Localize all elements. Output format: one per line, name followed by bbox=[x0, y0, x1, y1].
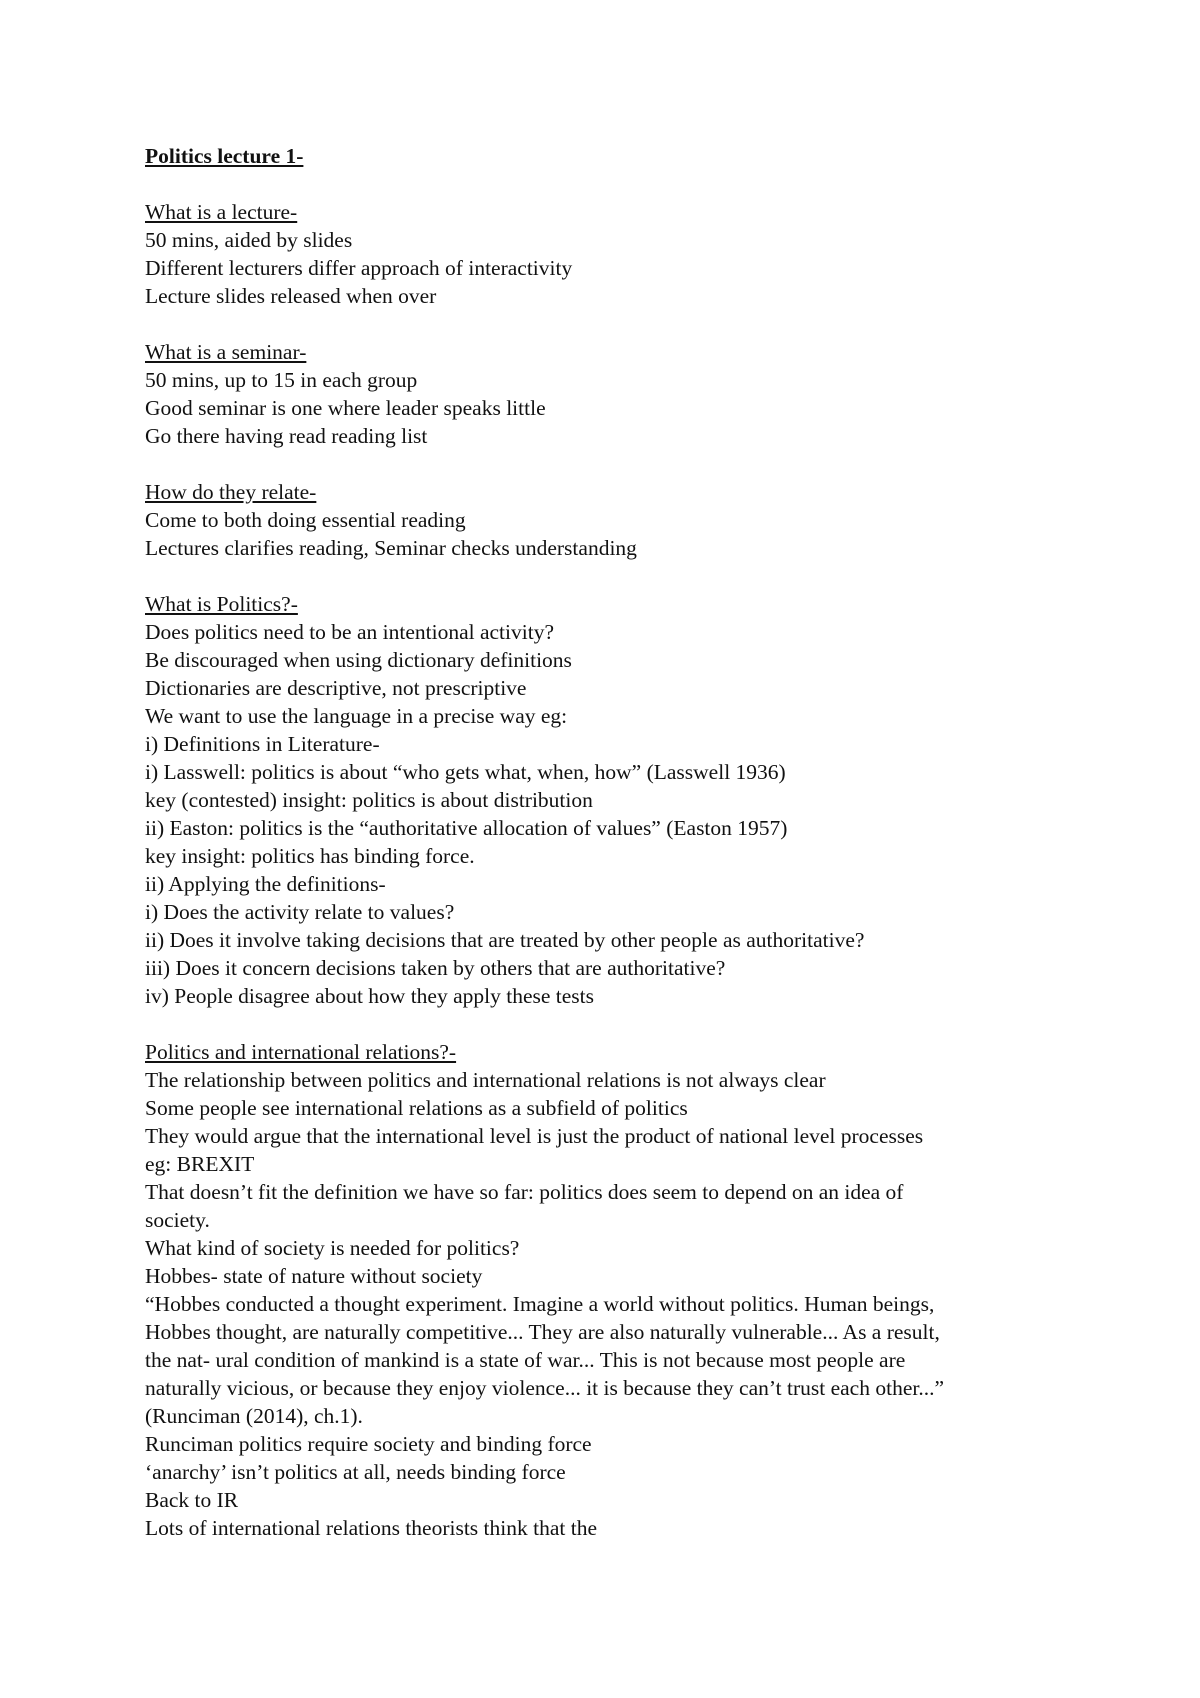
text-line: 50 mins, aided by slides bbox=[145, 228, 353, 252]
section-ir bbox=[145, 1038, 1105, 1542]
text-line: Hobbes thought, are naturally competitive... They are also naturally vulnerable... As a result, bbox=[145, 1320, 940, 1344]
section-seminar bbox=[145, 338, 1105, 450]
text-line: Lots of international relations theorists think that the bbox=[145, 1516, 598, 1540]
section-heading: How do they relate- bbox=[145, 480, 317, 504]
text-line: 50 mins, up to 15 in each group bbox=[145, 368, 418, 392]
text-line: Some people see international relations as a subfield of politics bbox=[145, 1096, 688, 1120]
text-line: iii) Does it concern decisions taken by others that are authoritative? bbox=[145, 956, 726, 980]
text-line: The relationship between politics and international relations is not always clear bbox=[145, 1068, 826, 1092]
section-politics bbox=[145, 590, 1105, 1010]
text-line: naturally vicious, or because they enjoy violence... it is because they can’t trust each other...” bbox=[145, 1376, 945, 1400]
text-line: ii) Easton: politics is the “authoritative allocation of values” (Easton 1957) bbox=[145, 816, 788, 840]
text-line: Dictionaries are descriptive, not prescriptive bbox=[145, 676, 527, 700]
section-lecture bbox=[145, 198, 1105, 310]
text-line: the nat- ural condition of mankind is a state of war... This is not because most people are bbox=[145, 1348, 906, 1372]
text-line: We want to use the language in a precise way eg: bbox=[145, 704, 568, 728]
document-title: Politics lecture 1- bbox=[145, 144, 304, 168]
section-heading: What is Politics?- bbox=[145, 592, 298, 616]
text-line: Different lecturers differ approach of interactivity bbox=[145, 256, 573, 280]
text-line: Be discouraged when using dictionary definitions bbox=[145, 648, 572, 672]
text-line: Good seminar is one where leader speaks little bbox=[145, 396, 546, 420]
text-line: i) Lasswell: politics is about “who gets what, when, how” (Lasswell 1936) bbox=[145, 760, 786, 784]
text-line: society. bbox=[145, 1208, 210, 1232]
text-line: ‘anarchy’ isn’t politics at all, needs binding force bbox=[145, 1460, 566, 1484]
text-line: ii) Applying the definitions- bbox=[145, 872, 386, 896]
text-line: iv) People disagree about how they apply these tests bbox=[145, 984, 595, 1008]
text-line: Does politics need to be an intentional activity? bbox=[145, 620, 554, 644]
text-line: i) Definitions in Literature- bbox=[145, 732, 380, 756]
text-line: (Runciman (2014), ch.1). bbox=[145, 1404, 363, 1428]
text-line: They would argue that the international level is just the product of national level processes bbox=[145, 1124, 924, 1148]
text-line: Back to IR bbox=[145, 1488, 239, 1512]
section-relate bbox=[145, 478, 1105, 562]
text-line: Go there having read reading list bbox=[145, 424, 428, 448]
text-line: What kind of society is needed for politics? bbox=[145, 1236, 520, 1260]
text-line: key insight: politics has binding force. bbox=[145, 844, 475, 868]
text-line: eg: BREXIT bbox=[145, 1152, 255, 1176]
text-line: “Hobbes conducted a thought experiment. Imagine a world without politics. Human beings, bbox=[145, 1292, 935, 1316]
text-line: Runciman politics require society and binding force bbox=[145, 1432, 592, 1456]
text-line: Come to both doing essential reading bbox=[145, 508, 466, 532]
section-heading: Politics and international relations?- bbox=[145, 1040, 457, 1064]
text-line: i) Does the activity relate to values? bbox=[145, 900, 455, 924]
document-page bbox=[145, 142, 1105, 1570]
text-line: Lecture slides released when over bbox=[145, 284, 437, 308]
section-heading: What is a seminar- bbox=[145, 340, 307, 364]
text-line: key (contested) insight: politics is about distribution bbox=[145, 788, 593, 812]
text-line: Lectures clarifies reading, Seminar checks understanding bbox=[145, 536, 637, 560]
text-line: Hobbes- state of nature without society bbox=[145, 1264, 483, 1288]
text-line: That doesn’t fit the definition we have so far: politics does seem to depend on an idea of bbox=[145, 1180, 904, 1204]
section-heading: What is a lecture- bbox=[145, 200, 298, 224]
text-line: ii) Does it involve taking decisions that are treated by other people as authoritative? bbox=[145, 928, 865, 952]
